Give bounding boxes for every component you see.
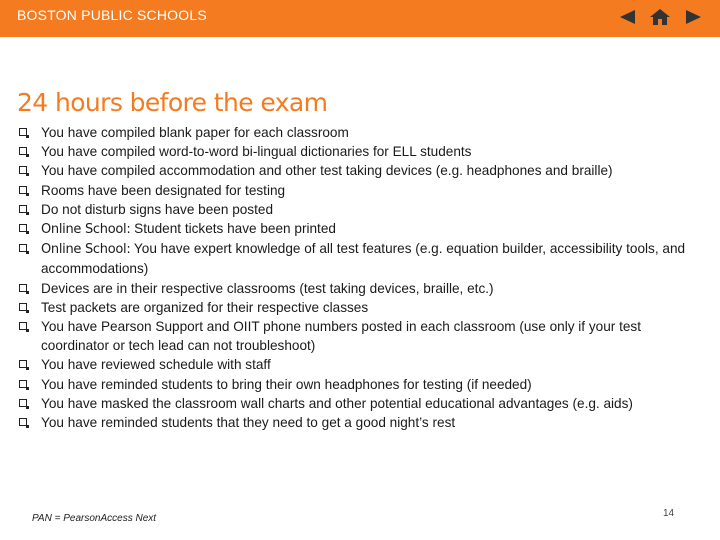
checkbox-icon[interactable] — [19, 284, 27, 292]
checkbox-icon[interactable] — [19, 186, 27, 194]
brand-title: BOSTON PUBLIC SCHOOLS — [17, 7, 207, 23]
checkbox-icon[interactable] — [19, 380, 27, 388]
checkbox-icon[interactable] — [19, 224, 27, 232]
item-text: You have compiled word-to-word bi-lingual dictionaries for ELL students — [41, 144, 472, 160]
checklist-item — [18, 123, 708, 142]
checkbox-icon[interactable] — [19, 418, 27, 426]
checkbox-icon[interactable] — [19, 147, 27, 155]
checklist-item — [18, 298, 708, 317]
item-text: Test packets are organized for their respective classes — [41, 299, 369, 315]
next-slide-button[interactable] — [683, 7, 705, 27]
footnote: PAN = PearsonAccess Next — [32, 513, 157, 524]
item-text: Do not disturb signs have been posted — [41, 201, 274, 217]
item-text: Devices are in their respective classrooms (test taking devices, braille, etc.) — [41, 280, 494, 296]
checklist-item — [18, 161, 708, 180]
checklist-item — [18, 317, 708, 355]
checkbox-icon[interactable] — [19, 322, 27, 330]
item-text: You have compiled blank paper for each classroom — [41, 125, 349, 140]
checkbox-icon[interactable] — [19, 166, 27, 174]
header-bar — [0, 0, 720, 37]
triangle-right-icon — [683, 7, 705, 27]
item-text: Student tickets have been printed — [130, 221, 336, 237]
checkbox-icon[interactable] — [19, 303, 27, 311]
item-text: You have compiled accommodation and other test taking devices (e.g. headphones and braille) — [41, 163, 613, 179]
checklist-item — [18, 394, 708, 413]
triangle-left-icon — [616, 7, 638, 27]
item-text: You have Pearson Support and OIIT phone numbers posted in each classroom (use only if your test coordinator or tech lead can not troubleshoot) — [41, 319, 641, 354]
checklist — [18, 123, 708, 432]
checklist-item — [18, 142, 708, 161]
item-text: Rooms have been designated for testing — [41, 182, 286, 198]
checklist-item — [18, 219, 708, 239]
item-text: You have expert knowledge of all test features (e.g. equation builder, accessibility tools, and accommodations) — [41, 241, 686, 277]
checklist-item — [18, 355, 708, 374]
home-button[interactable] — [649, 7, 671, 27]
checkbox-icon[interactable] — [19, 244, 27, 252]
checklist-item — [18, 239, 708, 278]
checklist-item — [18, 413, 708, 432]
item-prefix: Online School: — [41, 222, 131, 238]
checklist-item — [18, 200, 708, 219]
page-title: 24 hours before the exam — [17, 88, 328, 117]
item-text: You have reminded students to bring their own headphones for testing (if needed) — [41, 376, 532, 392]
home-icon — [649, 7, 671, 27]
item-prefix: Online School: — [41, 242, 131, 258]
checkbox-icon[interactable] — [19, 128, 27, 136]
checkbox-icon[interactable] — [19, 399, 27, 407]
previous-slide-button[interactable] — [616, 7, 638, 27]
item-text: You have reviewed schedule with staff — [41, 357, 271, 373]
checklist-item — [18, 279, 708, 298]
checklist-item — [18, 181, 708, 200]
checkbox-icon[interactable] — [19, 205, 27, 213]
checkbox-icon[interactable] — [19, 360, 27, 368]
item-text: You have reminded students that they need to get a good night’s rest — [41, 415, 456, 431]
checklist-item — [18, 375, 708, 394]
item-text: You have masked the classroom wall charts and other potential educational advantages (e.g. aids) — [41, 395, 633, 411]
page-number: 14 — [663, 508, 675, 519]
